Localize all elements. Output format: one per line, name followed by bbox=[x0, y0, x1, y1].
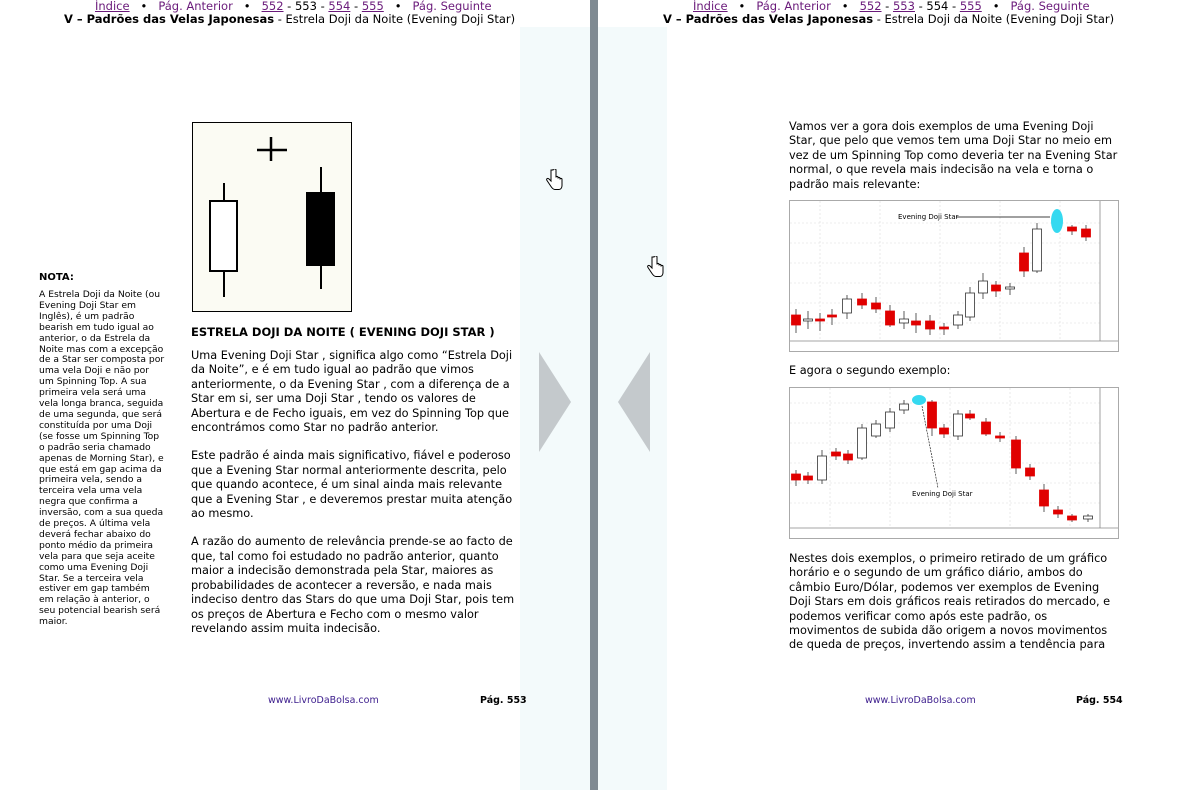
candle-body bbox=[816, 319, 825, 321]
candle-body bbox=[886, 311, 895, 325]
top-navigation: Índice • Pág. Anterior • 552 - 553 - 554 - 555 • Pág. Seguinte bbox=[95, 0, 492, 13]
nav-index-link[interactable]: Índice bbox=[95, 0, 130, 13]
candle-body bbox=[792, 315, 801, 325]
candle-body bbox=[858, 428, 867, 458]
footer-site-link[interactable]: www.LivroDaBolsa.com bbox=[865, 695, 976, 706]
doji-highlight-marker bbox=[912, 395, 926, 405]
candle-body bbox=[966, 414, 975, 418]
candle-body bbox=[1040, 490, 1049, 506]
footer-site-link[interactable]: www.LivroDaBolsa.com bbox=[268, 695, 379, 706]
candle-body bbox=[954, 414, 963, 436]
candle-body bbox=[832, 452, 841, 456]
nav-prev-link[interactable]: Pág. Anterior bbox=[158, 0, 233, 13]
candlestick-chart-hourly bbox=[789, 200, 1119, 352]
paragraph: Uma Evening Doji Star , significa algo como “Estrela Doji da Noite”, e é em tudo igual ao padrão que vimos anteriormente, o da Evening Star , com a diferença de a Star em si, ser uma Doji Star , tendo os valores de Abertura e de Fecho iguais, em vez do Spinning Top que encontrámos como Star no padrão anterior. bbox=[191, 349, 513, 435]
prev-page-arrow-icon[interactable] bbox=[616, 350, 652, 454]
conclusion-text: Nestes dois exemplos, o primeiro retirado de um gráfico horário e o segundo de um gráfico diário, ambos do câmbio Euro/Dólar, podemos ver exemplos de Evening Doji Stars em dois gráficos reais retirados do mercado, e podemos verificar como após este padrão, os movimentos de subida dão origem a novos movimentos de queda de preços, invertendo assim a tendência para bbox=[789, 552, 1111, 652]
nav-page-link[interactable]: 554 bbox=[328, 0, 351, 13]
nav-next-link[interactable]: Pág. Seguinte bbox=[1010, 0, 1090, 13]
nav-page-link[interactable]: 552 bbox=[859, 0, 882, 13]
candle-body bbox=[928, 402, 937, 428]
doji-highlight-marker bbox=[1051, 209, 1063, 233]
candle-body bbox=[979, 281, 988, 293]
second-example-label: E agora o segundo exemplo: bbox=[789, 364, 951, 377]
note-text: A Estrela Doji da Noite (ou Evening Doji Star em Inglês), é um padrão bearish em tudo igual ao anterior, o da Estrela da Noite mas com a excepção de a Star ser composta por uma vela Doji e não por um Spinning Top. A sua primeira vela será uma vela longa branca, seguida de uma segunda, que será constituída por uma Doji (se fosse um Spinning Top o padrão seria chamado apenas de Morning Star), e que está em gap acima da primeira vela, sendo a terceira vela uma vela negra que confirma a inversão, com a sua queda de preços. A última vela deverá fechar abaixo do ponto médio da primeira vela para que seja aceite como uma Evening Doji Star. Se a terceira vela estiver em gap também em relação à anterior, o seu potencial bearish será maior. bbox=[39, 289, 165, 628]
candle-body bbox=[818, 456, 827, 480]
candle-body bbox=[843, 299, 852, 313]
candle-body bbox=[792, 474, 801, 480]
book-spine bbox=[590, 0, 598, 790]
section-title: ESTRELA DOJI DA NOITE ( EVENING DOJI STAR ) bbox=[191, 325, 495, 339]
candle-body bbox=[954, 315, 963, 325]
candle-body bbox=[804, 319, 813, 321]
candle-body bbox=[1026, 468, 1035, 476]
candle-body bbox=[1006, 287, 1015, 289]
candle-body bbox=[1054, 510, 1063, 514]
note-heading: NOTA: bbox=[39, 272, 74, 283]
intro-text: Vamos ver a gora dois exemplos de uma Evening Doji Star, que pelo que vemos tem uma Doji Star no meio em vez de um Spinning Top como deveria ter na Evening Star normal, o que revela mais indecisão na vela e torna o padrão mais relevante: bbox=[789, 120, 1118, 191]
candle-body bbox=[1012, 440, 1021, 468]
body-text bbox=[191, 349, 521, 650]
candle-body bbox=[844, 454, 853, 460]
footer-page-number: Pág. 554 bbox=[1076, 695, 1123, 706]
candle-body bbox=[912, 321, 921, 325]
candle-body bbox=[1068, 227, 1077, 231]
nav-current-page: 554 bbox=[926, 0, 949, 13]
page-title: V – Padrões das Velas Japonesas - Estrela Doji da Noite (Evening Doji Star) bbox=[663, 12, 1115, 26]
candle-body bbox=[858, 299, 867, 305]
nav-current-page: 553 bbox=[294, 0, 317, 13]
nav-prev-link[interactable]: Pág. Anterior bbox=[756, 0, 831, 13]
candle-body bbox=[940, 428, 949, 434]
candle-body bbox=[996, 436, 1005, 438]
candle-body bbox=[940, 327, 949, 329]
paragraph: Este padrão é ainda mais significativo, fiável e poderoso que a Evening Star normal anteriormente descrita, pelo que quando acontece, é um sinal ainda mais relevante que a Evening Star , e deveremos prestar muita atenção ao mesmo. bbox=[191, 449, 513, 521]
nav-page-link[interactable]: 555 bbox=[959, 0, 982, 13]
candle-body bbox=[1068, 516, 1077, 520]
candle-body bbox=[872, 424, 881, 436]
right-page bbox=[598, 0, 1189, 790]
chart-annotation: Evening Doji Star bbox=[912, 490, 973, 498]
candle-body bbox=[1033, 229, 1042, 271]
candle-body bbox=[1082, 229, 1091, 237]
candle-body bbox=[886, 412, 895, 428]
nav-next-link[interactable]: Pág. Seguinte bbox=[412, 0, 492, 13]
candle-body bbox=[966, 293, 975, 317]
nav-page-link[interactable]: 553 bbox=[892, 0, 915, 13]
chart-annotation: Evening Doji Star bbox=[898, 213, 959, 221]
top-navigation: Índice • Pág. Anterior • 552 - 553 - 554 - 555 • Pág. Seguinte bbox=[693, 0, 1090, 13]
candle-body bbox=[992, 285, 1001, 291]
paragraph: A razão do aumento de relevância prende-se ao facto de que, tal como foi estudado no padrão anterior, quanto maior a indecisão demonstrada pela Star, maiores as probabilidades de acontecer a reversão, e nada mais indeciso dentro das Stars do que uma Doji Star, pois tem os preços de Abertura e Fecho com o mesmo valor revelando assim muita indecisão. bbox=[191, 535, 515, 635]
candle-body bbox=[982, 422, 991, 434]
candle-body bbox=[900, 404, 909, 410]
candle-body bbox=[804, 476, 813, 480]
candle-body bbox=[926, 321, 935, 329]
next-page-arrow-icon[interactable] bbox=[537, 350, 573, 454]
candle-body bbox=[828, 315, 837, 317]
candle-body bbox=[872, 303, 881, 309]
hand-cursor-icon bbox=[545, 169, 563, 191]
left-page bbox=[0, 0, 590, 790]
page-title: V – Padrões das Velas Japonesas - Estrela Doji da Noite (Evening Doji Star) bbox=[64, 12, 516, 26]
candle-body bbox=[1020, 253, 1029, 271]
nav-index-link[interactable]: Índice bbox=[693, 0, 728, 13]
footer-page-number: Pág. 553 bbox=[480, 695, 527, 706]
candlestick-chart-daily bbox=[789, 387, 1119, 539]
candle-body bbox=[1084, 516, 1093, 519]
candle-body bbox=[900, 319, 909, 323]
nav-page-link[interactable]: 555 bbox=[361, 0, 384, 13]
nav-page-link[interactable]: 552 bbox=[261, 0, 284, 13]
candlestick-illustration bbox=[192, 122, 352, 312]
hand-cursor-icon bbox=[646, 256, 664, 278]
